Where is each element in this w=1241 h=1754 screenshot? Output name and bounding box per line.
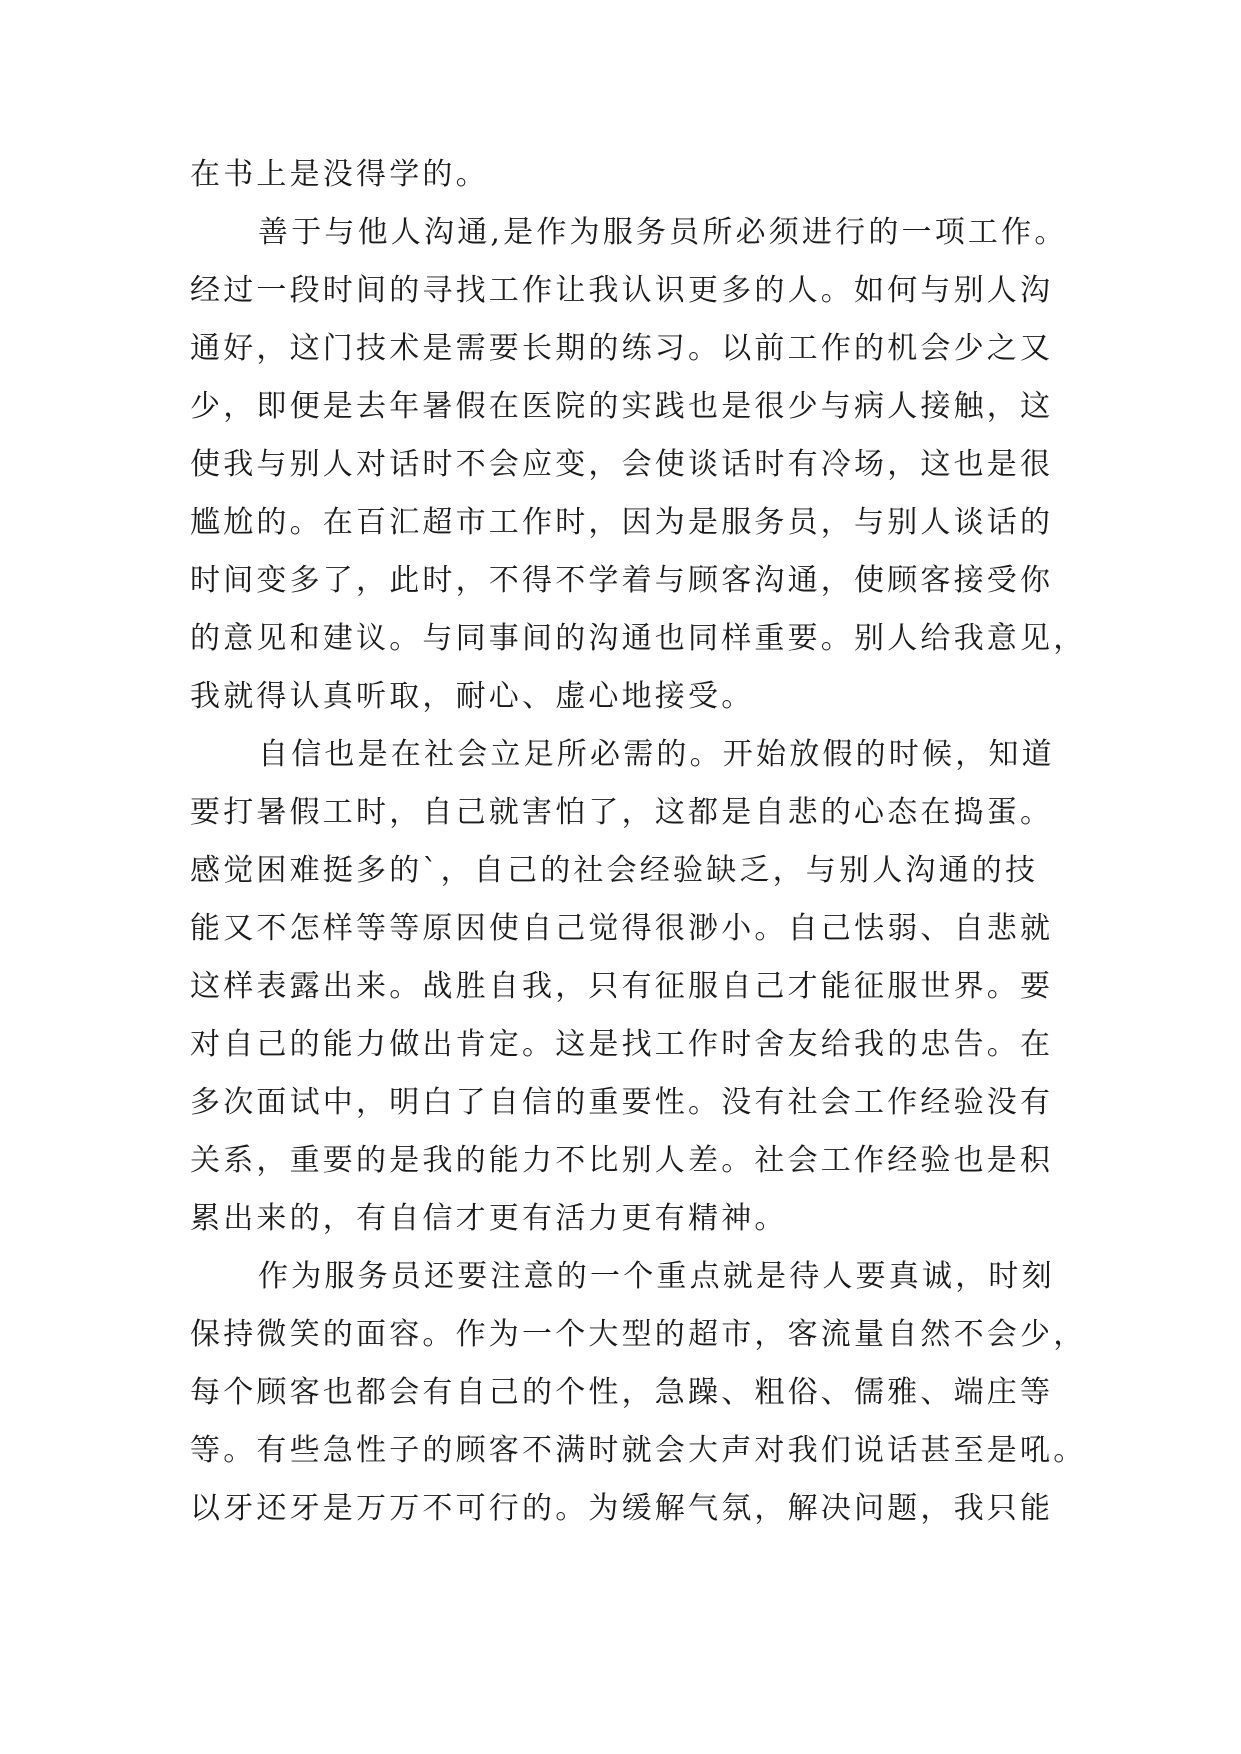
text-line: 的意见和建议。与同事间的沟通也同样重要。别人给我意见， <box>190 621 1087 656</box>
text-line: 这样表露出来。战胜自我，只有征服自己才能征服世界。要 <box>190 969 1054 1004</box>
text-line: 每个顾客也都会有自己的个性，急躁、粗俗、儒雅、端庄等 <box>190 1375 1054 1410</box>
text-line: 能又不怎样等等原因使自己觉得很渺小。自己怯弱、自悲就 <box>190 911 1054 946</box>
text-line: 少，即便是去年暑假在医院的实践也是很少与病人接触，这 <box>190 389 1054 424</box>
text-line: 保持微笑的面容。作为一个大型的超市，客流量自然不会少， <box>190 1317 1087 1352</box>
text-line: 多次面试中，明白了自信的重要性。没有社会工作经验没有 <box>190 1085 1054 1120</box>
text-line: 要打暑假工时，自己就害怕了，这都是自悲的心态在捣蛋。 <box>190 795 1054 830</box>
text-line: 等。有些急性子的顾客不满时就会大声对我们说话甚至是吼。 <box>190 1433 1087 1468</box>
text-line: 使我与别人对话时不会应变，会使谈话时有冷场，这也是很 <box>190 447 1054 482</box>
text-line: 时间变多了，此时，不得不学着与顾客沟通，使顾客接受你 <box>190 563 1054 598</box>
text-line: 关系，重要的是我的能力不比别人差。社会工作经验也是积 <box>190 1143 1054 1178</box>
text-line: 尴尬的。在百汇超市工作时，因为是服务员，与别人谈话的 <box>190 505 1054 540</box>
text-line: 在书上是没得学的。 <box>190 157 489 192</box>
text-line: 以牙还牙是万万不可行的。为缓解气氛，解决问题，我只能 <box>190 1491 1054 1526</box>
paragraph-first-line: 作为服务员还要注意的一个重点就是待人要真诚，时刻 <box>258 1259 1055 1294</box>
text-line: 感觉困难挺多的`，自己的社会经验缺乏，与别人沟通的技 <box>190 853 1039 888</box>
text-line: 对自己的能力做出肯定。这是找工作时舍友给我的忠告。在 <box>190 1027 1054 1062</box>
text-line: 通好，这门技术是需要长期的练习。以前工作的机会少之又 <box>190 331 1054 366</box>
text-line: 我就得认真听取，耐心、虚心地接受。 <box>190 679 755 714</box>
paragraph-first-line: 善于与他人沟通,是作为服务员所必须进行的一项工作。 <box>258 215 1068 250</box>
text-line: 累出来的，有自信才更有活力更有精神。 <box>190 1201 788 1236</box>
paragraph-first-line: 自信也是在社会立足所必需的。开始放假的时候，知道 <box>258 737 1055 772</box>
text-line: 经过一段时间的寻找工作让我认识更多的人。如何与别人沟 <box>190 273 1054 308</box>
